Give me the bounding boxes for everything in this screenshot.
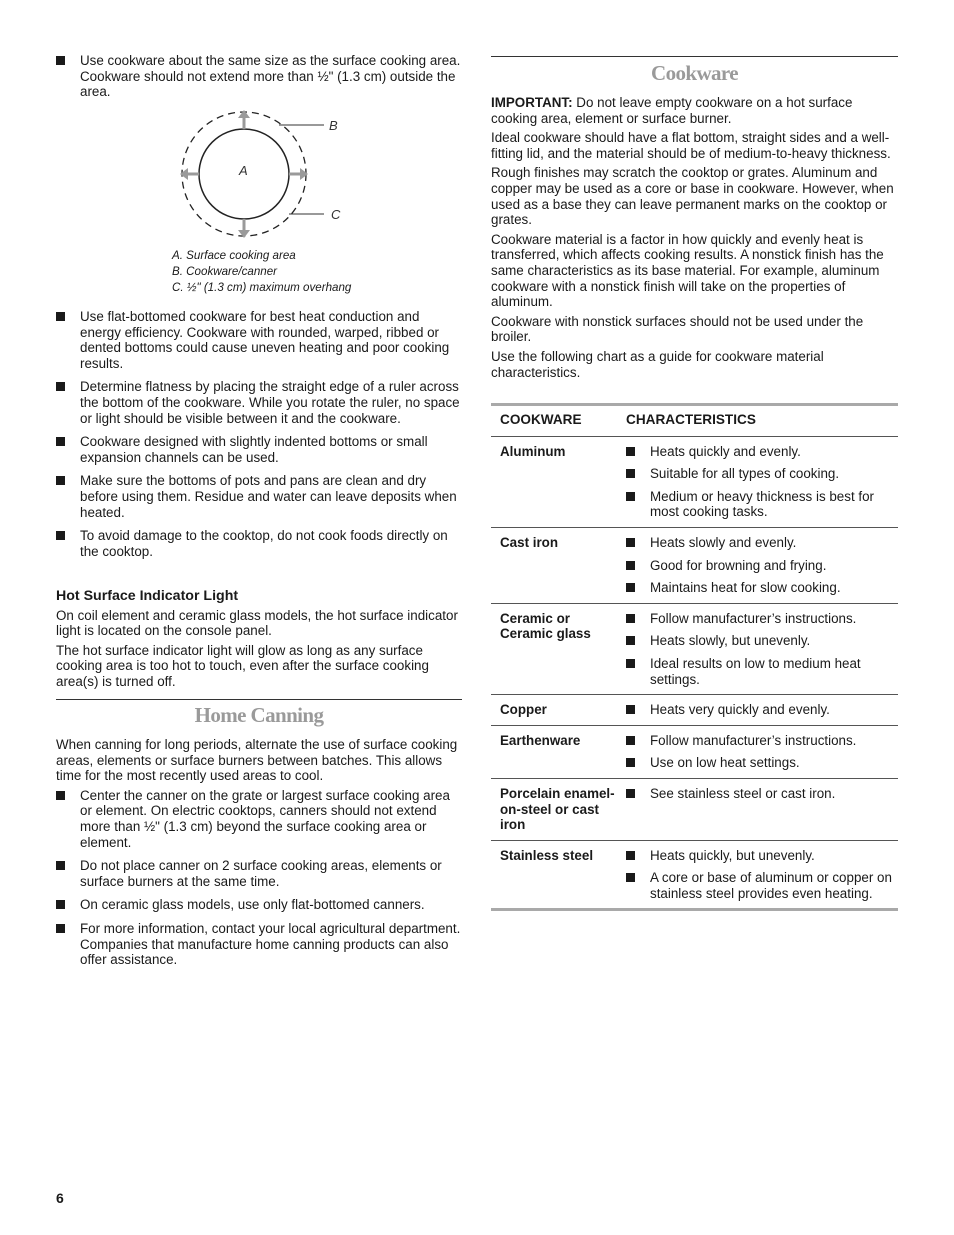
bullet-square-icon (626, 789, 635, 798)
diagram-label-a: A (239, 163, 248, 178)
intro-bullet-list (56, 53, 462, 108)
cookware-paragraph: Cookware with nonstick surfaces should not be used under the broiler. (491, 313, 864, 345)
bullet-square-icon (626, 561, 635, 570)
characteristics-cell (617, 436, 898, 527)
list-item: See stainless steel or cast iron. (626, 786, 898, 802)
table-row (491, 436, 898, 527)
list-item: Suitable for all types of cooking. (626, 466, 898, 482)
list-item: Use cookware about the same size as the surface cooking area. Cookware should not extend more than ½" (1.3 cm) outside the area. (56, 53, 462, 100)
list-item: Heats slowly and evenly. (626, 535, 898, 551)
list-item: Heats quickly and evenly. (626, 444, 898, 460)
cookware-material-cell: Ceramic or Ceramic glass (500, 610, 591, 642)
cookware-text (491, 95, 898, 384)
bullet-square-icon (56, 531, 65, 540)
table-row (491, 840, 898, 908)
list-item: A core or base of aluminum or copper on stainless steel provides even heating. (626, 870, 898, 901)
table-body (491, 436, 898, 908)
page-number: 6 (56, 1190, 64, 1206)
list-item: Use on low heat settings. (626, 755, 898, 771)
important-label: IMPORTANT: (491, 95, 573, 110)
list-item: Heats slowly, but unevenly. (626, 633, 898, 649)
table-row (491, 527, 898, 603)
list-item: To avoid damage to the cooktop, do not cook foods directly on the cooktop. (56, 528, 462, 559)
list-item: Determine flatness by placing the straight edge of a ruler across the bottom of the cookware. While you rotate the ruler, no space or light should be visible between it and the cookware. (56, 379, 462, 426)
bullet-square-icon (626, 492, 635, 501)
cookware-material-cell: Aluminum (500, 443, 566, 459)
home-canning-title: Home Canning (194, 703, 324, 727)
hot-surface-section (56, 589, 462, 694)
hot-surface-paragraph: On coil element and ceramic glass models, the hot surface indicator light is located on the console panel. (56, 607, 458, 639)
caption-b: B. Cookware/canner (172, 265, 278, 278)
bullet-square-icon (626, 583, 635, 592)
list-item: Heats quickly, but unevenly. (626, 848, 898, 864)
list-item: Do not place canner on 2 surface cooking areas, elements or surface burners at the same time. (56, 858, 462, 889)
cookware-table-wrapper (491, 403, 898, 911)
list-item: Center the canner on the grate or largest surface cooking area or element. On electric cooktops, canners should not extend more than ½" (1.3 cm) beyond the surface cooking area or element. (56, 788, 462, 850)
bullet-square-icon (626, 659, 635, 668)
characteristics-list (626, 848, 898, 902)
list-item: Follow manufacturer’s instructions. (626, 611, 898, 627)
table-row (491, 603, 898, 694)
list-item: Good for browning and frying. (626, 558, 898, 574)
bullet-square-icon (626, 873, 635, 882)
list-item: Cookware designed with slightly indented bottoms or small expansion channels can be used. (56, 434, 462, 465)
figure-captions (172, 248, 462, 296)
home-canning-section (56, 737, 462, 976)
characteristics-cell (617, 603, 898, 694)
characteristics-list (626, 733, 898, 771)
list-item: Make sure the bottoms of pots and pans are clean and dry before using them. Residue and water can leave deposits when heated. (56, 473, 462, 520)
cookware-title: Cookware (651, 61, 738, 85)
cookware-material-cell: Copper (500, 702, 547, 718)
bullet-square-icon (626, 447, 635, 456)
table-row (491, 695, 898, 726)
cookware-size-diagram (176, 106, 416, 246)
section-divider (56, 699, 462, 700)
cookware-material-cell: Cast iron (500, 534, 559, 550)
characteristics-list (626, 535, 898, 596)
diagram-svg (176, 106, 416, 246)
diagram-label-b: B (329, 118, 338, 133)
list-item: Heats very quickly and evenly. (626, 702, 898, 718)
bullet-square-icon (56, 924, 65, 933)
section-divider (491, 56, 898, 57)
cookware-paragraph: Cookware material is a factor in how quickly and evenly heat is transferred, which affects cooking results. A nonstick finish has the same characteristics as its base material. For example, aluminum cookware with a nonstick finish will take on the properties of aluminum. (491, 231, 884, 310)
cookware-bullet-list (56, 309, 462, 567)
list-item: Use flat-bottomed cookware for best heat conduction and energy efficiency. Cookware with rounded, warped, ribbed or dented bottoms could cause uneven heating and poor cooking results. (56, 309, 462, 371)
column-header-cookware: COOKWARE (500, 412, 582, 427)
bullet-square-icon (56, 791, 65, 800)
list-item: Maintains heat for slow cooking. (626, 580, 898, 596)
list-item: Medium or heavy thickness is best for most cooking tasks. (626, 489, 898, 520)
table-bottom-rule (491, 908, 898, 911)
important-text: Do not leave empty cookware on a hot surface cooking area, element or surface burner. (491, 95, 853, 126)
important-note (491, 95, 898, 126)
characteristics-cell (617, 527, 898, 603)
list-item: Follow manufacturer’s instructions. (626, 733, 898, 749)
bullet-square-icon (626, 614, 635, 623)
bullet-square-icon (56, 382, 65, 391)
table-row (491, 778, 898, 840)
characteristics-list (626, 444, 898, 520)
table-row (491, 725, 898, 778)
bullet-square-icon (626, 736, 635, 745)
characteristics-cell (617, 725, 898, 778)
caption-c: C. ½" (1.3 cm) maximum overhang (172, 281, 352, 294)
characteristics-cell (617, 778, 898, 840)
list-item: For more information, contact your local agricultural department. Companies that manufacture home canning products can also offer assistance. (56, 921, 462, 968)
characteristics-cell (617, 695, 898, 726)
list-item: Ideal results on low to medium heat settings. (626, 656, 898, 687)
bullet-square-icon (56, 476, 65, 485)
home-canning-bullet-list (56, 788, 462, 968)
characteristics-cell (617, 840, 898, 908)
bullet-square-icon (626, 705, 635, 714)
cookware-table (491, 406, 898, 908)
bullet-square-icon (56, 900, 65, 909)
characteristics-list (626, 786, 898, 802)
hot-surface-heading: Hot Surface Indicator Light (56, 588, 239, 604)
bullet-square-icon (56, 437, 65, 446)
bullet-square-icon (626, 636, 635, 645)
bullet-square-icon (626, 851, 635, 860)
cookware-paragraph: Rough finishes may scratch the cooktop or grates. Aluminum and copper may be used as a core or base in cookware. However, when used as a base they can leave permanent marks on the cooktop or grates. (491, 165, 894, 228)
bullet-square-icon (56, 861, 65, 870)
bullet-square-icon (626, 469, 635, 478)
hot-surface-paragraph: The hot surface indicator light will glow as long as any surface cooking area is too hot to touch, even after the surface cooking area(s) is turned off. (56, 642, 429, 689)
list-item: On ceramic glass models, use only flat-bottomed canners. (56, 897, 462, 913)
cookware-material-cell: Porcelain enamel-on-steel or cast iron (500, 785, 615, 833)
bullet-square-icon (626, 758, 635, 767)
bullet-square-icon (626, 538, 635, 547)
diagram-label-c: C (331, 207, 341, 222)
cookware-material-cell: Earthenware (500, 732, 581, 748)
bullet-square-icon (56, 312, 65, 321)
cookware-material-cell: Stainless steel (500, 847, 594, 863)
caption-a: A. Surface cooking area (172, 249, 296, 262)
column-header-characteristics: CHARACTERISTICS (626, 412, 756, 427)
characteristics-list (626, 611, 898, 687)
bullet-square-icon (56, 56, 65, 65)
cookware-paragraph: Ideal cookware should have a flat bottom, straight sides and a well-fitting lid, and the material should be of medium-to-heavy thickness. (491, 130, 891, 161)
table-header-row (491, 406, 898, 436)
home-canning-intro: When canning for long periods, alternate the use of surface cooking areas, elements or surface burners between batches. This allows time for the most recently used areas to cool. (56, 737, 458, 784)
cookware-paragraph: Use the following chart as a guide for cookware material characteristics. (491, 348, 824, 380)
characteristics-list (626, 702, 898, 718)
